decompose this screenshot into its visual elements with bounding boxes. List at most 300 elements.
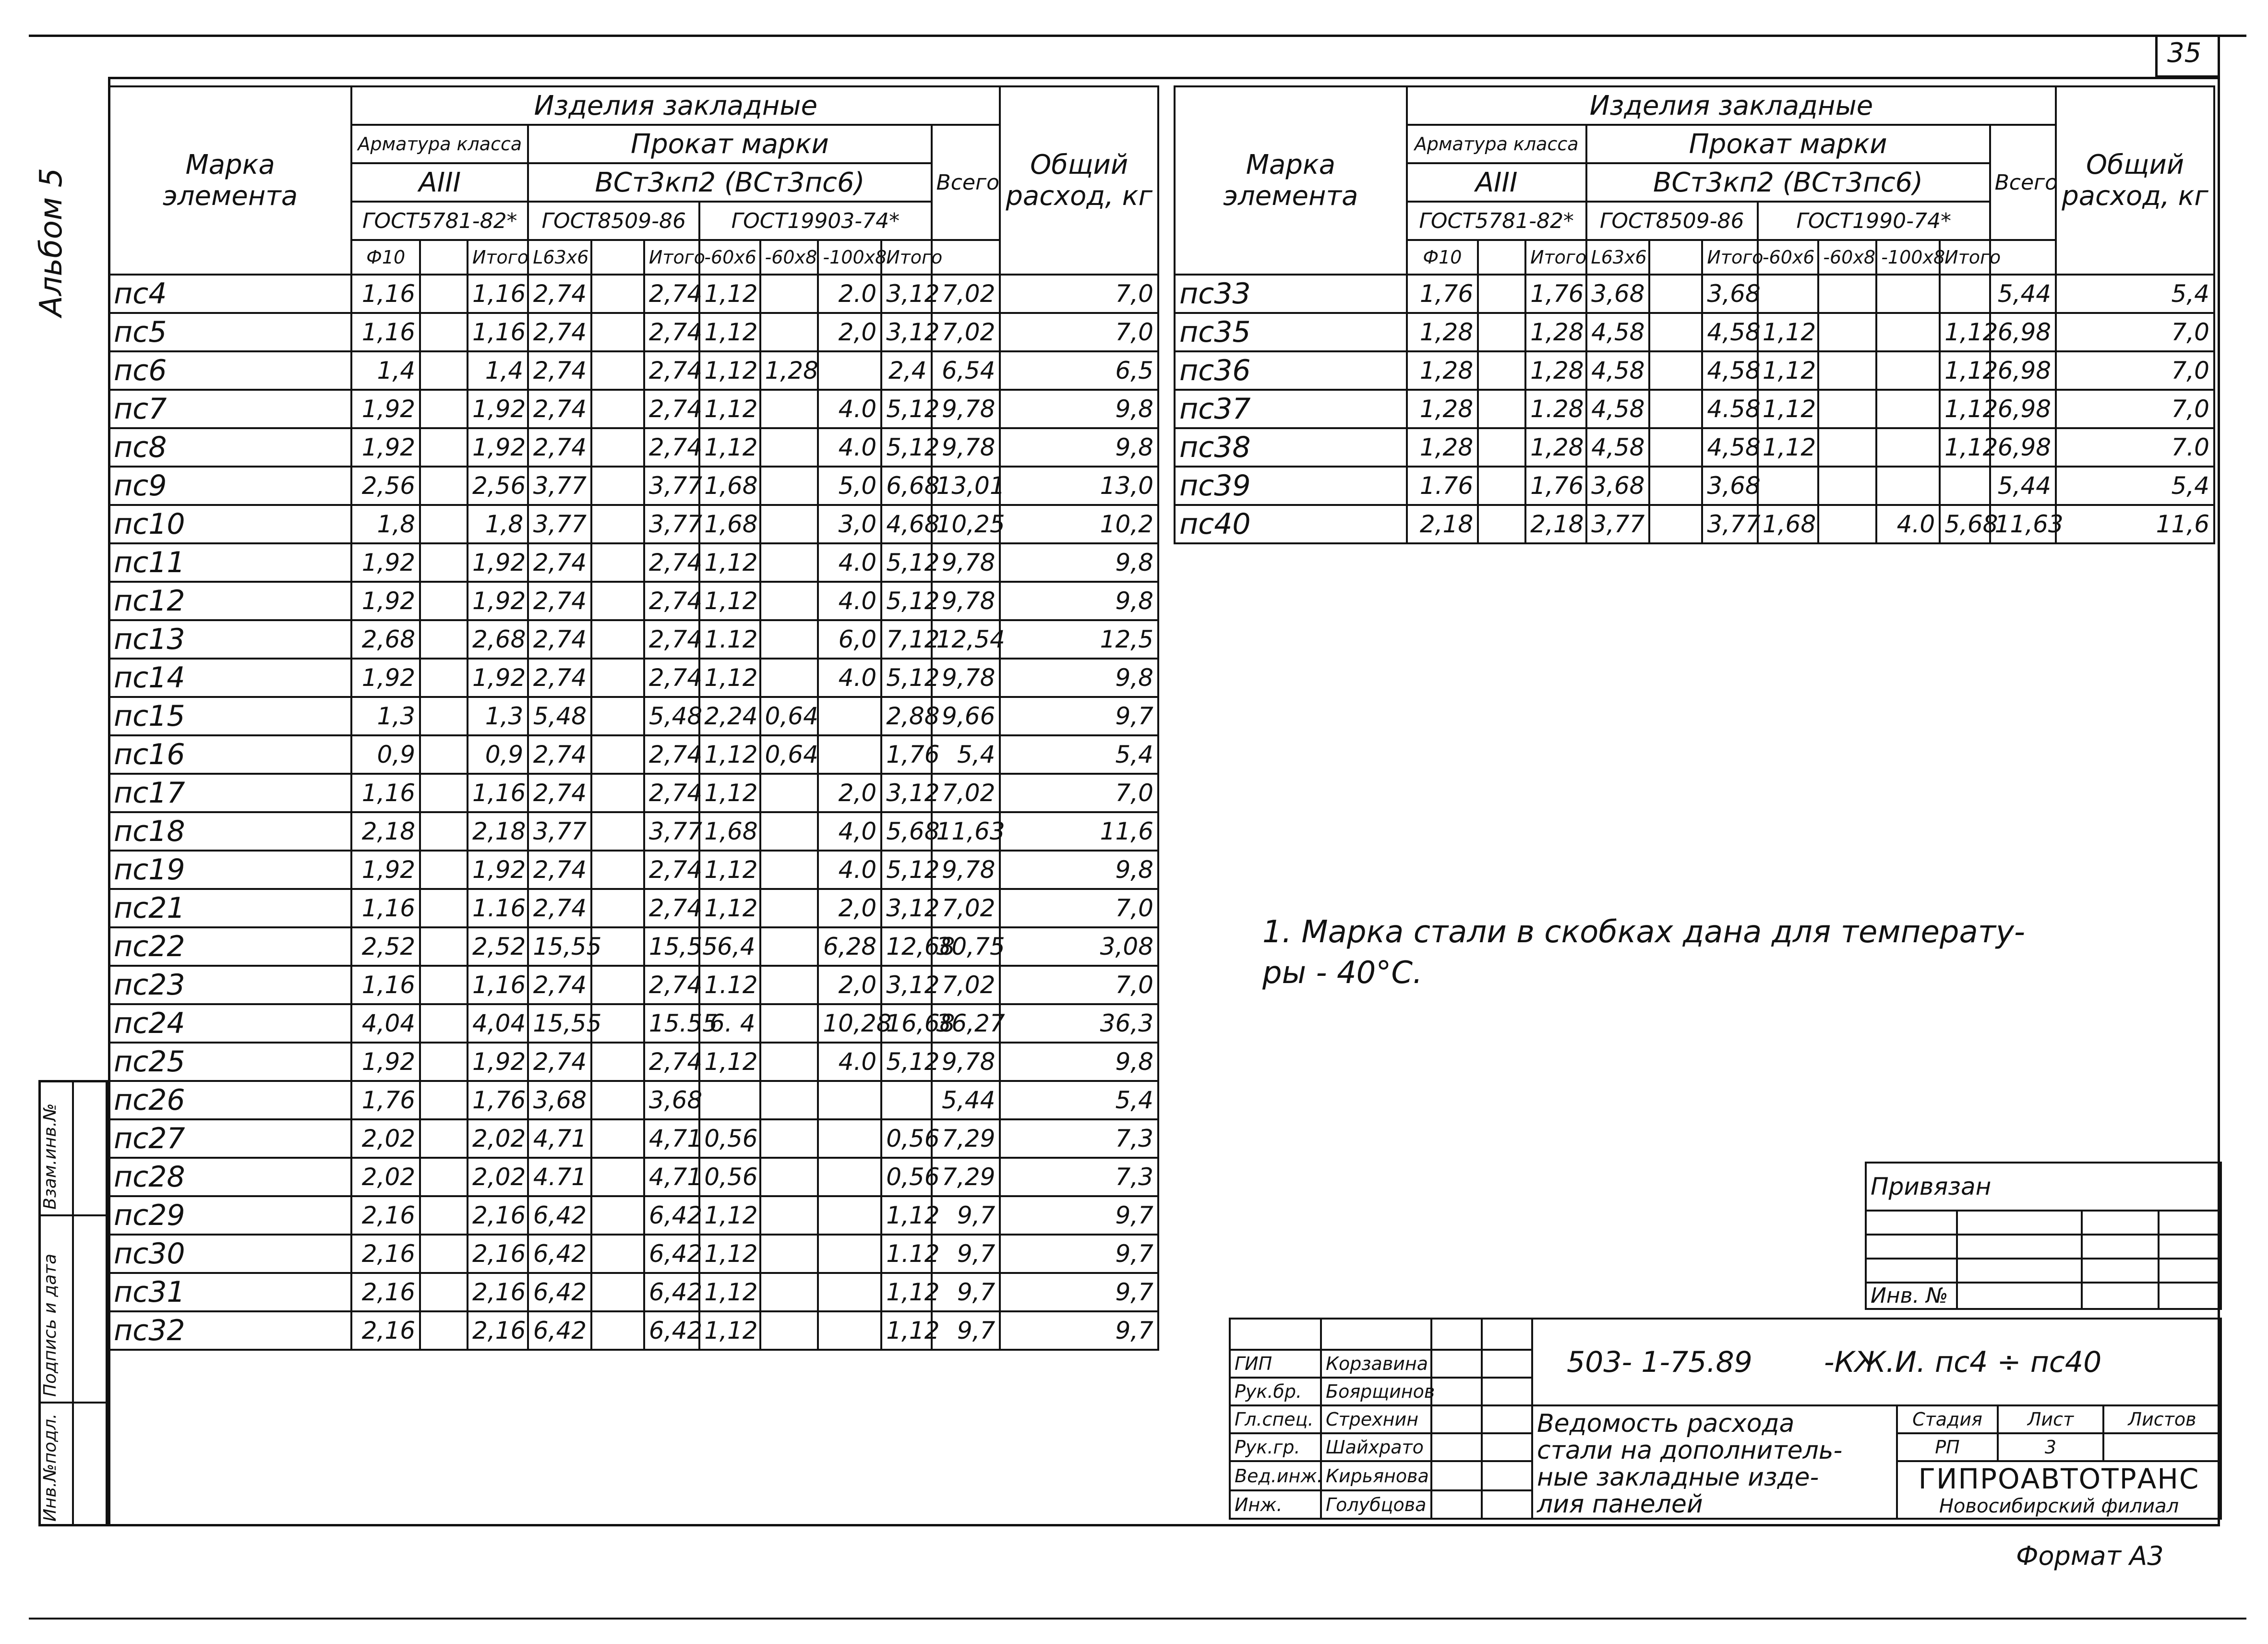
cell-value: 11,6 xyxy=(1000,812,1158,851)
cell-value xyxy=(760,659,818,697)
cell-value: 1,12 xyxy=(1758,313,1818,351)
cell-value: 2,74 xyxy=(528,351,591,390)
cell-value: 2,74 xyxy=(528,313,591,351)
header-armature: Арматура класса xyxy=(1407,125,1586,163)
cell-value: 3,12 xyxy=(881,774,931,812)
subheader-col-0: Ф10 xyxy=(1407,240,1478,275)
role-label: Рук.бр. xyxy=(1230,1378,1321,1405)
cell-value: 16,68 xyxy=(881,1004,931,1043)
cell-value: 7,02 xyxy=(932,966,1000,1004)
cell-value: 1,12 xyxy=(699,1196,760,1235)
table-row xyxy=(109,1273,1158,1311)
cell-value xyxy=(760,927,818,966)
cell-value: 3,77 xyxy=(644,505,699,543)
signature xyxy=(1431,1461,1482,1490)
cell-value xyxy=(1876,313,1940,351)
cell-value: 1,12 xyxy=(699,351,760,390)
cell-value: 2,16 xyxy=(468,1235,528,1273)
cell-value: 1,92 xyxy=(351,428,420,467)
header-armature-class: AIII xyxy=(1407,163,1586,202)
cell-value: 5,4 xyxy=(932,735,1000,774)
cell-value: 5,12 xyxy=(881,851,931,889)
cell-value: 1,92 xyxy=(468,1043,528,1081)
cell-value: 1,12 xyxy=(699,582,760,620)
signature xyxy=(1431,1405,1482,1433)
table-row xyxy=(109,543,1158,582)
cell-value: 3,68 xyxy=(1702,275,1757,313)
cell-value xyxy=(1818,505,1876,543)
cell-value: 5,12 xyxy=(881,582,931,620)
element-mark: пс24 xyxy=(109,1004,351,1043)
cell-value: 0,56 xyxy=(699,1158,760,1196)
cell-value: 15,55 xyxy=(528,1004,591,1043)
table-row xyxy=(109,927,1158,966)
cell-value: 2,18 xyxy=(1525,505,1586,543)
cell-value: 7,29 xyxy=(932,1158,1000,1196)
table-row xyxy=(109,620,1158,659)
doc-suffix: -КЖ.И. пс4 ÷ пс40 xyxy=(1824,1345,2102,1379)
header-mark: Марка элемента xyxy=(109,86,351,275)
cell-value: 2,56 xyxy=(351,467,420,505)
cell-value: 4,58 xyxy=(1586,390,1650,428)
cell-value: 1,16 xyxy=(351,774,420,812)
cell-value: 7,02 xyxy=(932,313,1000,351)
cell-value: 3,77 xyxy=(528,505,591,543)
element-mark: пс9 xyxy=(109,467,351,505)
cell-value: 1,76 xyxy=(468,1081,528,1119)
cell-value xyxy=(760,1273,818,1311)
date xyxy=(1482,1433,1532,1461)
stamp-cell xyxy=(1482,1319,1532,1350)
sheet-label: Лист xyxy=(1998,1405,2103,1433)
role-label: Рук.гр. xyxy=(1230,1433,1321,1461)
cell-value: 2,74 xyxy=(528,966,591,1004)
cell-value: 0,56 xyxy=(699,1119,760,1158)
table-row xyxy=(109,659,1158,697)
cell-value: 7,0 xyxy=(2056,313,2214,351)
cell-value: 1,16 xyxy=(351,275,420,313)
cell-value: 1,12 xyxy=(699,1311,760,1350)
cell-value: 1.28 xyxy=(1525,390,1586,428)
cell-value: 2,74 xyxy=(644,543,699,582)
cell-value xyxy=(420,467,468,505)
cell-value: 1,68 xyxy=(699,467,760,505)
cell-value: 2,74 xyxy=(644,313,699,351)
table-row xyxy=(1175,313,2214,351)
cell-value: 3,68 xyxy=(1702,467,1757,505)
cell-value: 6,42 xyxy=(644,1273,699,1311)
date xyxy=(1482,1378,1532,1405)
cell-value: 13,01 xyxy=(932,467,1000,505)
cell-value: 6,98 xyxy=(1990,390,2056,428)
sheets-value xyxy=(2103,1433,2221,1461)
cell-value: 9,7 xyxy=(932,1196,1000,1235)
table-row xyxy=(109,390,1158,428)
element-mark: пс17 xyxy=(109,774,351,812)
cell-value xyxy=(420,851,468,889)
cell-value xyxy=(1940,275,1990,313)
cell-value: 9,7 xyxy=(1000,1235,1158,1273)
cell-value: 2,74 xyxy=(644,620,699,659)
cell-value: 1,28 xyxy=(1407,313,1478,351)
header-armature-gost: ГОСТ5781-82* xyxy=(351,202,528,240)
doc-code: 503- 1-75.89 xyxy=(1567,1345,1752,1379)
cell-value: 1,28 xyxy=(1525,313,1586,351)
cell-value xyxy=(1478,351,1525,390)
cell-value: 3,77 xyxy=(1702,505,1757,543)
cell-value xyxy=(420,313,468,351)
cell-value xyxy=(1649,351,1702,390)
privyazan-cell xyxy=(1957,1283,2082,1309)
table-row xyxy=(109,812,1158,851)
cell-value: 1,76 xyxy=(351,1081,420,1119)
table-row xyxy=(1175,428,2214,467)
cell-value: 2,74 xyxy=(644,351,699,390)
cell-value: 7,0 xyxy=(1000,889,1158,927)
cell-value: 15.55 xyxy=(644,1004,699,1043)
cell-value xyxy=(591,851,644,889)
subheader-col-2: Итого xyxy=(468,240,528,275)
element-mark: пс5 xyxy=(109,313,351,351)
table-row xyxy=(109,1158,1158,1196)
cell-value: 2,74 xyxy=(644,735,699,774)
cell-value: 1,16 xyxy=(468,966,528,1004)
cell-value: 7,29 xyxy=(932,1119,1000,1158)
cell-value: 1,16 xyxy=(468,275,528,313)
privyazan-cell xyxy=(2082,1211,2159,1235)
cell-value xyxy=(420,1043,468,1081)
cell-value: 3,77 xyxy=(644,812,699,851)
table-row xyxy=(109,851,1158,889)
element-mark: пс35 xyxy=(1175,313,1407,351)
cell-value: 1,92 xyxy=(351,851,420,889)
cell-value: 4,04 xyxy=(351,1004,420,1043)
cell-value: 1,12 xyxy=(1940,428,1990,467)
cell-value xyxy=(760,889,818,927)
cell-value xyxy=(591,543,644,582)
cell-value xyxy=(1876,428,1940,467)
cell-value xyxy=(760,467,818,505)
privyazan-cell xyxy=(2159,1283,2221,1309)
cell-value xyxy=(1818,351,1876,390)
cell-value: 5,0 xyxy=(818,467,881,505)
stage-label: Стадия xyxy=(1897,1405,1998,1433)
cell-value: 7,02 xyxy=(932,889,1000,927)
date xyxy=(1482,1350,1532,1378)
role-label: ГИП xyxy=(1230,1350,1321,1378)
header-group: Изделия закладные xyxy=(351,86,1000,125)
stamp-cell xyxy=(1321,1319,1431,1350)
cell-value xyxy=(818,1119,881,1158)
cell-value xyxy=(591,620,644,659)
cell-value xyxy=(591,313,644,351)
stamp-cell xyxy=(1431,1319,1482,1350)
cell-value xyxy=(591,1158,644,1196)
format-label: Формат А3 xyxy=(2016,1541,2164,1571)
table-row xyxy=(1175,390,2214,428)
cell-value xyxy=(420,1004,468,1043)
cell-value: 6,54 xyxy=(932,351,1000,390)
header-prokat-grade: ВСт3кп2 (ВСт3пс6) xyxy=(1586,163,1990,202)
page-number: 35 xyxy=(2167,37,2202,69)
cell-value: 3,12 xyxy=(881,966,931,1004)
table-row xyxy=(109,275,1158,313)
cell-value: 2,52 xyxy=(468,927,528,966)
cell-value: 7,0 xyxy=(2056,390,2214,428)
cell-value: 6,98 xyxy=(1990,313,2056,351)
cell-value: 15,55 xyxy=(528,927,591,966)
cell-value: 1,12 xyxy=(699,543,760,582)
cell-value xyxy=(591,966,644,1004)
album-label: Альбом 5 xyxy=(34,168,69,317)
cell-value: 5,4 xyxy=(1000,735,1158,774)
cell-value: 2,18 xyxy=(468,812,528,851)
right-steel-table xyxy=(1174,85,2215,544)
cell-value xyxy=(591,390,644,428)
cell-value xyxy=(591,812,644,851)
cell-value: 5,44 xyxy=(1990,467,2056,505)
privyazan-cell xyxy=(2082,1235,2159,1259)
cell-value: 1.12 xyxy=(699,620,760,659)
subheader-col-9: Итого xyxy=(881,240,931,275)
cell-value: 1,16 xyxy=(351,966,420,1004)
cell-value: 1,12 xyxy=(699,659,760,697)
cell-value xyxy=(591,467,644,505)
cell-value: 9,7 xyxy=(932,1235,1000,1273)
cell-value: 2,56 xyxy=(468,467,528,505)
cell-value: 2,16 xyxy=(468,1196,528,1235)
cell-value: 6,28 xyxy=(818,927,881,966)
cell-value: 2,74 xyxy=(528,851,591,889)
cell-value xyxy=(420,390,468,428)
cell-value: 6,42 xyxy=(644,1196,699,1235)
cell-value: 1,8 xyxy=(468,505,528,543)
cell-value: 5,12 xyxy=(881,428,931,467)
cell-value: 3,0 xyxy=(818,505,881,543)
cell-value xyxy=(591,1273,644,1311)
cell-value: 1,16 xyxy=(351,889,420,927)
subheader-col-5: Итого xyxy=(1702,240,1757,275)
element-mark: пс39 xyxy=(1175,467,1407,505)
cell-value: 2,74 xyxy=(644,889,699,927)
cell-value: 2,74 xyxy=(528,659,591,697)
cell-value: 2,18 xyxy=(351,812,420,851)
cell-value xyxy=(1649,390,1702,428)
cell-value: 1,12 xyxy=(699,735,760,774)
cell-value xyxy=(818,1158,881,1196)
cell-value: 3,68 xyxy=(1586,275,1650,313)
cell-value: 2,16 xyxy=(351,1235,420,1273)
cell-value: 4,58 xyxy=(1702,351,1757,390)
cell-value: 4,58 xyxy=(1702,313,1757,351)
table-row xyxy=(109,428,1158,467)
cell-value xyxy=(1758,467,1818,505)
cell-value: 2,74 xyxy=(528,390,591,428)
element-mark: пс37 xyxy=(1175,390,1407,428)
cell-value: 4.0 xyxy=(818,582,881,620)
cell-value: 0,56 xyxy=(881,1158,931,1196)
privyazan-cell xyxy=(2159,1235,2221,1259)
header-total: Всего xyxy=(932,125,1000,240)
cell-value: 0,64 xyxy=(760,735,818,774)
cell-value: 7,0 xyxy=(1000,774,1158,812)
cell-value xyxy=(591,582,644,620)
cell-value: 2.0 xyxy=(818,275,881,313)
cell-value: 1,28 xyxy=(1525,428,1586,467)
cell-value: 9,7 xyxy=(1000,1273,1158,1311)
element-mark: пс28 xyxy=(109,1158,351,1196)
cell-value: 0,9 xyxy=(468,735,528,774)
cell-value xyxy=(420,966,468,1004)
signature xyxy=(1431,1378,1482,1405)
cell-value xyxy=(591,428,644,467)
cell-value xyxy=(420,1158,468,1196)
cell-value: 2,74 xyxy=(644,582,699,620)
element-mark: пс27 xyxy=(109,1119,351,1158)
cell-value: 9,7 xyxy=(1000,1311,1158,1350)
cell-value: 3,77 xyxy=(528,467,591,505)
cell-value xyxy=(420,505,468,543)
cell-value: 2,74 xyxy=(644,659,699,697)
cell-value: 1,12 xyxy=(699,851,760,889)
cell-value: 12,5 xyxy=(1000,620,1158,659)
cell-value: 2,52 xyxy=(351,927,420,966)
cell-value xyxy=(420,1273,468,1311)
cell-value: 2,0 xyxy=(818,889,881,927)
header-general: Общий расход, кг xyxy=(1000,86,1158,275)
cell-value: 9,8 xyxy=(1000,428,1158,467)
date xyxy=(1482,1461,1532,1490)
table-row xyxy=(109,966,1158,1004)
cell-value xyxy=(1758,275,1818,313)
cell-value: 4,04 xyxy=(468,1004,528,1043)
cell-value: 6,98 xyxy=(1990,428,2056,467)
cell-value: 2,02 xyxy=(468,1158,528,1196)
cell-value: 9,78 xyxy=(932,428,1000,467)
cell-value: 4,71 xyxy=(644,1119,699,1158)
cell-value: 15,55 xyxy=(644,927,699,966)
table-row xyxy=(1175,467,2214,505)
subheader-col-1 xyxy=(1478,240,1525,275)
cell-value xyxy=(591,1311,644,1350)
cell-value: 5,12 xyxy=(881,659,931,697)
cell-value xyxy=(760,774,818,812)
cell-value: 3,12 xyxy=(881,275,931,313)
cell-value xyxy=(760,812,818,851)
cell-value: 7,0 xyxy=(1000,966,1158,1004)
cell-value: 4.0 xyxy=(818,428,881,467)
cell-value: 1,76 xyxy=(1407,275,1478,313)
cell-value: 2,02 xyxy=(351,1158,420,1196)
cell-value: 1,68 xyxy=(1758,505,1818,543)
cell-value: 7,02 xyxy=(932,774,1000,812)
cell-value: 6. 4 xyxy=(699,1004,760,1043)
privyazan-cell xyxy=(2159,1211,2221,1235)
table-row xyxy=(109,774,1158,812)
privyazan-block xyxy=(1865,1162,2222,1310)
signature xyxy=(1431,1350,1482,1378)
element-mark: пс30 xyxy=(109,1235,351,1273)
cell-value xyxy=(591,735,644,774)
cell-value: 4,58 xyxy=(1702,428,1757,467)
cell-value xyxy=(591,1196,644,1235)
table-row xyxy=(109,889,1158,927)
cell-value: 3,12 xyxy=(881,889,931,927)
cell-value xyxy=(591,774,644,812)
cell-value: 2,16 xyxy=(351,1311,420,1350)
cell-value: 13,0 xyxy=(1000,467,1158,505)
doc-title-4: лия панелей xyxy=(1537,1490,1703,1519)
cell-value xyxy=(420,927,468,966)
cell-value xyxy=(1478,467,1525,505)
cell-value: 11,63 xyxy=(932,812,1000,851)
cell-value: 11,6 xyxy=(2056,505,2214,543)
cell-value: 2,74 xyxy=(528,620,591,659)
element-mark: пс19 xyxy=(109,851,351,889)
subheader-col-9: Итого xyxy=(1940,240,1990,275)
cell-value: 3,68 xyxy=(1586,467,1650,505)
cell-value: 1,92 xyxy=(351,659,420,697)
cell-value: 4,68 xyxy=(881,505,931,543)
cell-value xyxy=(591,1119,644,1158)
cell-value: 5,12 xyxy=(881,390,931,428)
element-mark: пс12 xyxy=(109,582,351,620)
cell-value: 9,7 xyxy=(932,1273,1000,1311)
header-armature: Арматура класса xyxy=(351,125,528,163)
cell-value xyxy=(760,543,818,582)
cell-value xyxy=(760,390,818,428)
cell-value: 6,42 xyxy=(528,1196,591,1235)
header-mark: Марка элемента xyxy=(1175,86,1407,275)
cell-value: 1,12 xyxy=(699,774,760,812)
cell-value: 2,18 xyxy=(1407,505,1478,543)
cell-value xyxy=(591,1235,644,1273)
table-row xyxy=(109,697,1158,735)
cell-value: 1,92 xyxy=(468,543,528,582)
cell-value: 1,12 xyxy=(699,889,760,927)
cell-value xyxy=(591,659,644,697)
cell-value: 1,12 xyxy=(881,1196,931,1235)
role-name: Голубцова xyxy=(1321,1490,1431,1519)
cell-value xyxy=(760,1004,818,1043)
table-row xyxy=(109,1043,1158,1081)
cell-value xyxy=(420,774,468,812)
cell-value xyxy=(420,1119,468,1158)
header-gost-a: ГОСТ8509-86 xyxy=(1586,202,1758,240)
cell-value: 6,42 xyxy=(528,1235,591,1273)
cell-value: 9,78 xyxy=(932,659,1000,697)
cell-value: 1,68 xyxy=(699,505,760,543)
cell-value xyxy=(760,620,818,659)
cell-value: 1,12 xyxy=(699,1235,760,1273)
table-row xyxy=(109,1235,1158,1273)
side-stamp-divider xyxy=(72,1080,74,1526)
cell-value: 3,68 xyxy=(528,1081,591,1119)
cell-value: 1,12 xyxy=(699,275,760,313)
cell-value: 1.12 xyxy=(699,966,760,1004)
cell-value: 7,0 xyxy=(1000,275,1158,313)
date xyxy=(1482,1490,1532,1519)
role-name: Шайхрато xyxy=(1321,1433,1431,1461)
cell-value xyxy=(760,1235,818,1273)
cell-value: 7.0 xyxy=(2056,428,2214,467)
cell-value xyxy=(760,1158,818,1196)
cell-value xyxy=(591,889,644,927)
cell-value xyxy=(1478,428,1525,467)
table-row xyxy=(109,582,1158,620)
cell-value: 4.0 xyxy=(818,543,881,582)
cell-value: 1,12 xyxy=(1940,313,1990,351)
